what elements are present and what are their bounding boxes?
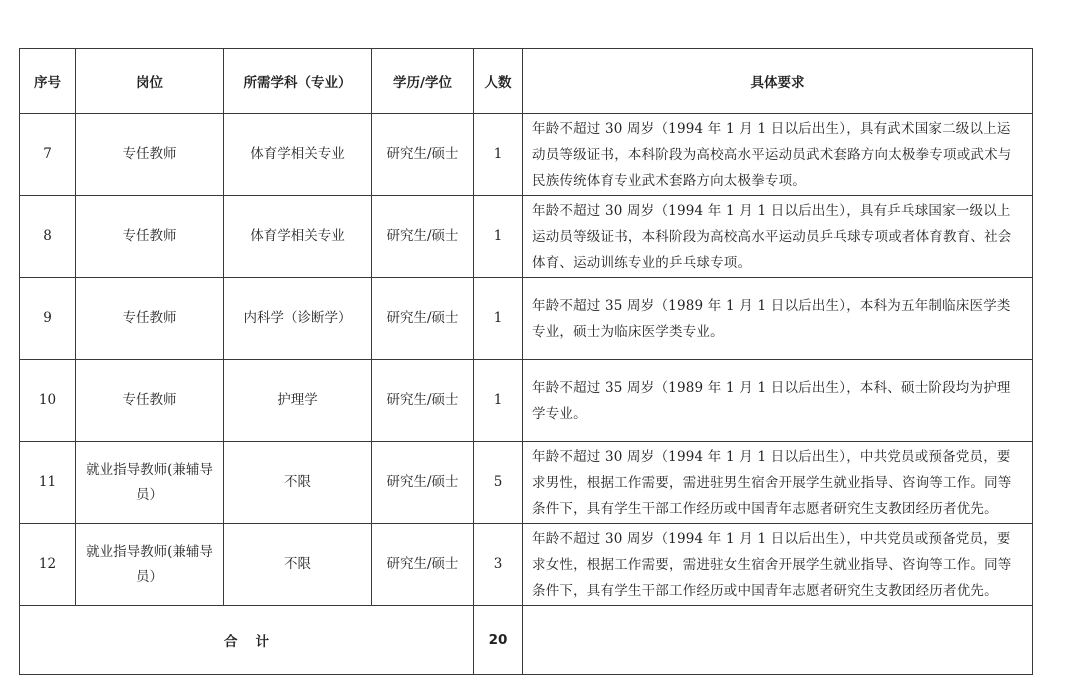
cell-seq: 11 [20, 442, 76, 524]
cell-subject: 体育学相关专业 [224, 114, 372, 196]
header-post: 岗位 [76, 49, 224, 114]
cell-seq: 9 [20, 278, 76, 360]
table-row [20, 524, 1033, 606]
cell-post: 就业指导教师(兼辅导员） [76, 524, 224, 606]
cell-post: 专任教师 [76, 196, 224, 278]
cell-post: 就业指导教师(兼辅导员） [76, 442, 224, 524]
cell-seq: 8 [20, 196, 76, 278]
cell-subject: 不限 [224, 442, 372, 524]
recruitment-table [19, 48, 1033, 675]
cell-subject: 内科学（诊断学） [224, 278, 372, 360]
cell-count: 1 [474, 360, 523, 442]
cell-seq: 12 [20, 524, 76, 606]
table-row [20, 196, 1033, 278]
table-row [20, 442, 1033, 524]
cell-count: 5 [474, 442, 523, 524]
cell-post: 专任教师 [76, 278, 224, 360]
cell-count: 1 [474, 114, 523, 196]
cell-subject: 体育学相关专业 [224, 196, 372, 278]
table-row [20, 360, 1033, 442]
cell-count: 1 [474, 196, 523, 278]
cell-subject: 护理学 [224, 360, 372, 442]
cell-requirements: 年龄不超过 35 周岁（1989 年 1 月 1 日以后出生），本科为五年制临床医学类专业，硕士为临床医学类专业。 [523, 278, 1033, 360]
cell-requirements: 年龄不超过 30 周岁（1994 年 1 月 1 日以后出生），中共党员或预备党员，要求女性，根据工作需要，需进驻女生宿舍开展学生就业指导、咨询等工作。同等条件下，具有学生干部工作经历或中国青年志愿者研究生支教团经历者优先。 [523, 524, 1033, 606]
total-row [20, 606, 1033, 675]
cell-degree: 研究生/硕士 [372, 196, 474, 278]
cell-degree: 研究生/硕士 [372, 360, 474, 442]
cell-requirements: 年龄不超过 30 周岁（1994 年 1 月 1 日以后出生），具有武术国家二级以上运动员等级证书，本科阶段为高校高水平运动员武术套路方向太极拳专项或武术与民族传统体育专业武术套路方向太极拳专项。 [523, 114, 1033, 196]
header-row [20, 49, 1033, 114]
cell-post: 专任教师 [76, 114, 224, 196]
cell-degree: 研究生/硕士 [372, 278, 474, 360]
cell-requirements: 年龄不超过 30 周岁（1994 年 1 月 1 日以后出生），具有乒乓球国家一级以上运动员等级证书，本科阶段为高校高水平运动员乒乓球专项或者体育教育、社会体育、运动训练专业的乒乓球专项。 [523, 196, 1033, 278]
table-row [20, 114, 1033, 196]
cell-requirements: 年龄不超过 35 周岁（1989 年 1 月 1 日以后出生），本科、硕士阶段均为护理学专业。 [523, 360, 1033, 442]
header-seq: 序号 [20, 49, 76, 114]
header-count: 人数 [474, 49, 523, 114]
cell-count: 1 [474, 278, 523, 360]
cell-count: 3 [474, 524, 523, 606]
cell-subject: 不限 [224, 524, 372, 606]
cell-requirements: 年龄不超过 30 周岁（1994 年 1 月 1 日以后出生），中共党员或预备党员，要求男性，根据工作需要，需进驻男生宿舍开展学生就业指导、咨询等工作。同等条件下，具有学生干部工作经历或中国青年志愿者研究生支教团经历者优先。 [523, 442, 1033, 524]
cell-degree: 研究生/硕士 [372, 442, 474, 524]
total-empty-cell [523, 606, 1033, 675]
header-degree: 学历/学位 [372, 49, 474, 114]
header-requirements: 具体要求 [523, 49, 1033, 114]
cell-seq: 10 [20, 360, 76, 442]
table-row [20, 278, 1033, 360]
cell-post: 专任教师 [76, 360, 224, 442]
cell-degree: 研究生/硕士 [372, 524, 474, 606]
total-count: 20 [474, 606, 523, 675]
header-subject: 所需学科（专业） [224, 49, 372, 114]
cell-degree: 研究生/硕士 [372, 114, 474, 196]
cell-seq: 7 [20, 114, 76, 196]
total-label: 合计 [20, 606, 474, 675]
